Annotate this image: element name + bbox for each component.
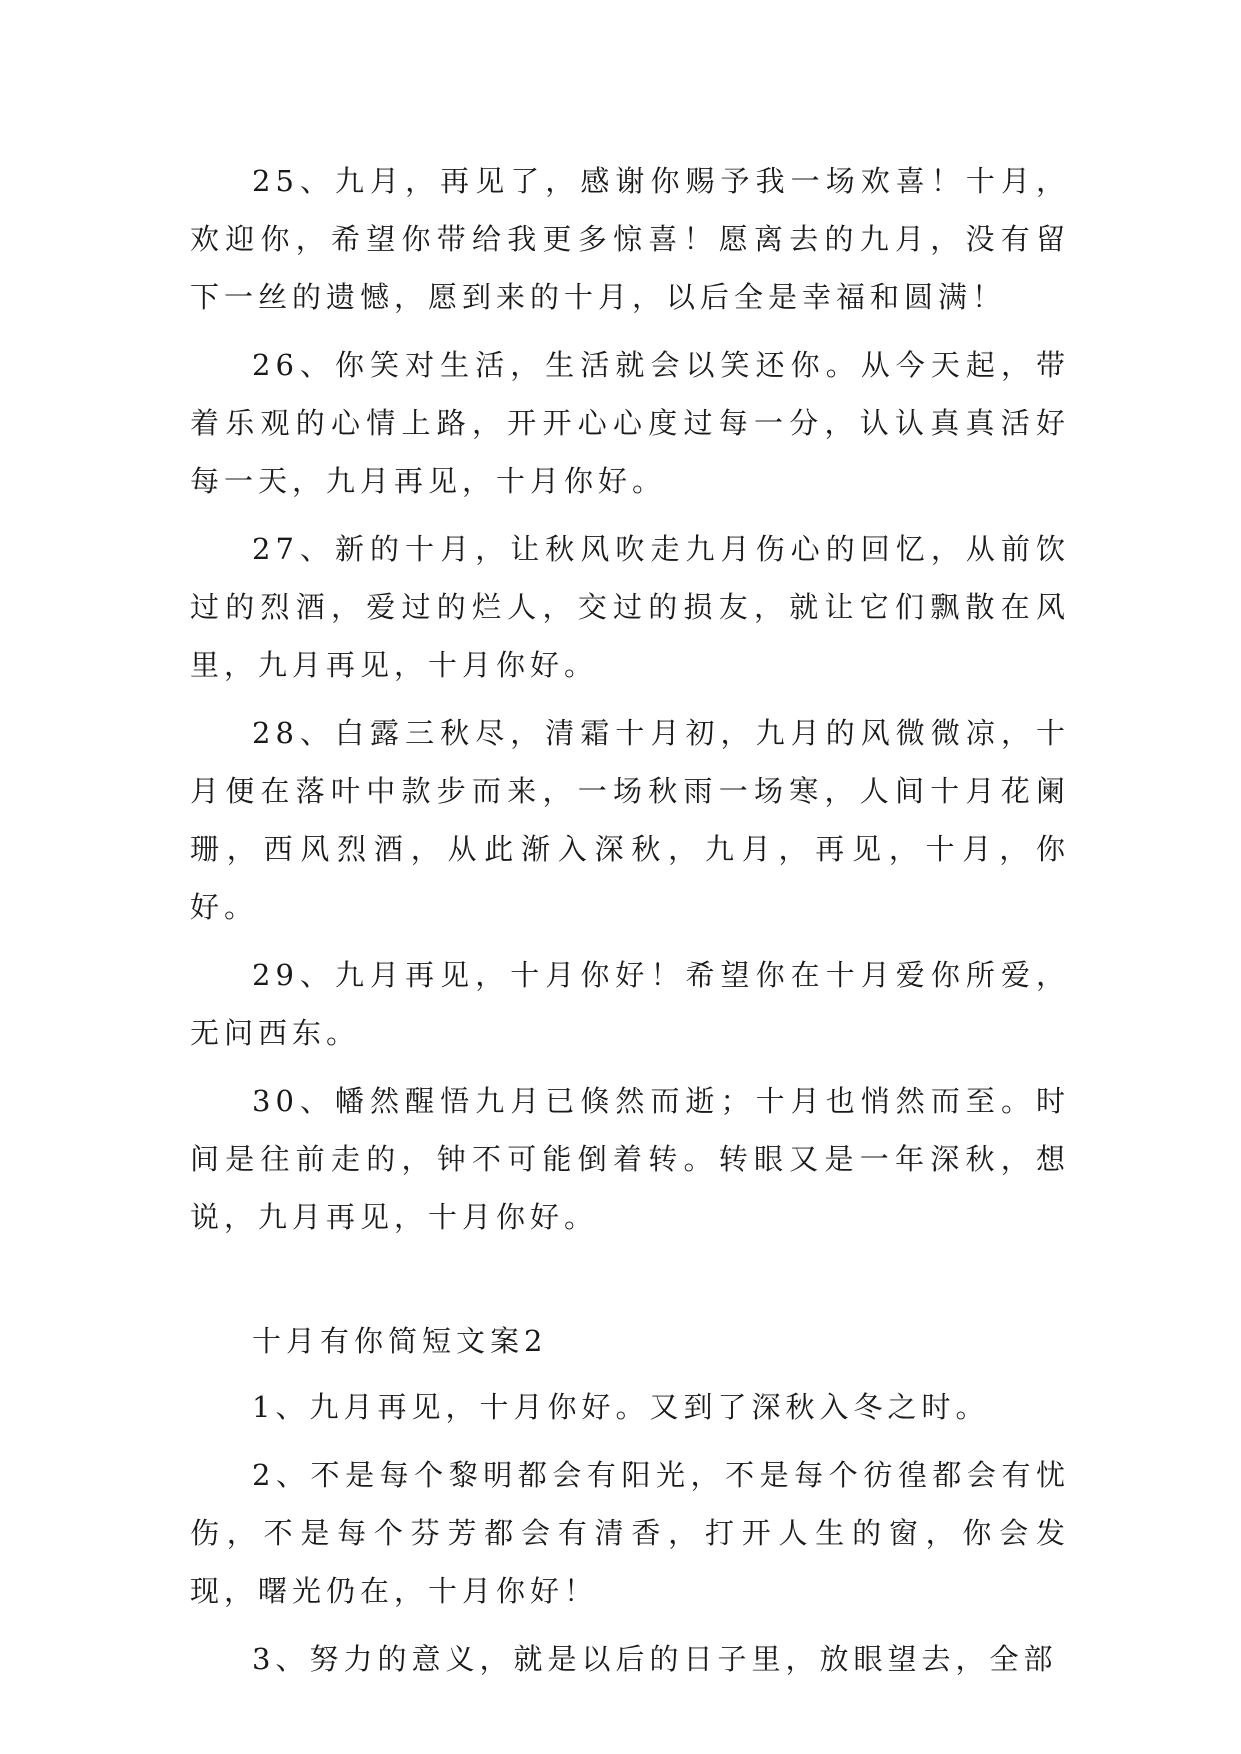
paragraph-27: 27、新的十月，让秋风吹走九月伤心的回忆，从前饮过的烈酒，爱过的烂人，交过的损友，就让它们飘散在风里，九月再见，十月你好。 (190, 532, 1070, 682)
paragraph-3: 3、努力的意义，就是以后的日子里，放眼望去，全部 (252, 1642, 1058, 1676)
paragraph-26: 26、你笑对生活，生活就会以笑还你。从今天起，带着乐观的心情上路，开开心心度过每一分，认认真真活好每一天，九月再见，十月你好。 (190, 348, 1070, 498)
document-body (190, 152, 1070, 1698)
paragraph-30: 30、幡然醒悟九月已倏然而逝；十月也悄然而至。时间是往前走的，钟不可能倒着转。转眼又是一年深秋，想说，九月再见，十月你好。 (190, 1084, 1070, 1234)
paragraph-2: 2、不是每个黎明都会有阳光，不是每个彷徨都会有忧伤，不是每个芬芳都会有清香，打开人生的窗，你会发现，曙光仍在，十月你好！ (190, 1458, 1070, 1608)
section-title: 十月有你简短文案2 (252, 1324, 548, 1358)
paragraph-25: 25、九月，再见了，感谢你赐予我一场欢喜！十月，欢迎你，希望你带给我更多惊喜！愿离去的九月，没有留下一丝的遗憾，愿到来的十月，以后全是幸福和圆满！ (190, 164, 1070, 314)
paragraph-28: 28、白露三秋尽，清霜十月初，九月的风微微凉，十月便在落叶中款步而来，一场秋雨一场寒，人间十月花阑珊，西风烈酒，从此渐入深秋，九月，再见，十月，你好。 (190, 716, 1070, 924)
paragraph-29: 29、九月再见，十月你好！希望你在十月爱你所爱，无问西东。 (190, 958, 1070, 1050)
paragraph-1: 1、九月再见，十月你好。又到了深秋入冬之时。 (252, 1390, 990, 1424)
